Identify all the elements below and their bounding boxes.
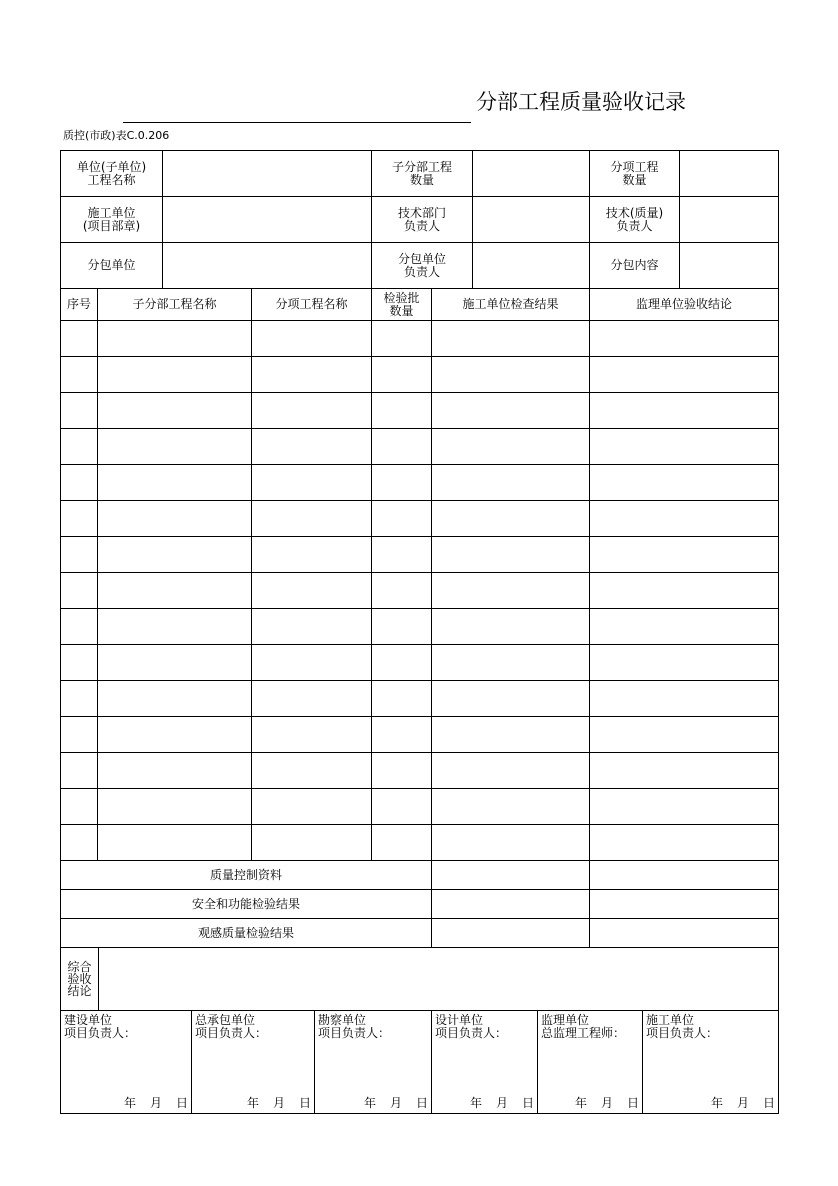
label-line: 子分部工程 xyxy=(391,159,452,174)
row-supervision-cell[interactable] xyxy=(589,644,779,680)
row-subdivision-cell[interactable] xyxy=(97,320,251,356)
row-supervision-cell[interactable] xyxy=(589,536,779,572)
signature-block[interactable] xyxy=(60,1010,191,1114)
signature-org: 建设单位 xyxy=(64,1013,113,1027)
contractor-label xyxy=(60,196,162,242)
tech-quality-label xyxy=(589,196,679,242)
label-line: 技术(质量) xyxy=(605,205,664,220)
subcontractor-label: 分包单位 xyxy=(60,242,162,288)
col-header-item-name: 分项工程名称 xyxy=(251,288,371,320)
signature-role: 项目负责人： xyxy=(195,1026,268,1040)
row-batch-cell[interactable] xyxy=(371,320,431,356)
signature-date xyxy=(124,1097,188,1109)
col-header-supervision-result: 监理单位验收结论 xyxy=(589,288,779,320)
row-supervision-cell[interactable] xyxy=(589,716,779,752)
row-subdivision-cell[interactable] xyxy=(97,644,251,680)
row-subdivision-cell[interactable] xyxy=(97,716,251,752)
date-unit: 日 xyxy=(298,1096,311,1110)
row-subdivision-cell[interactable] xyxy=(97,788,251,824)
row-batch-cell[interactable] xyxy=(371,716,431,752)
label-line: 单位(子单位) xyxy=(76,159,147,174)
date-unit: 年 xyxy=(574,1096,587,1110)
row-item-cell[interactable] xyxy=(251,392,371,428)
signature-block[interactable] xyxy=(314,1010,431,1114)
row-seq-cell[interactable] xyxy=(60,680,97,716)
signature-org: 总承包单位 xyxy=(195,1013,256,1027)
row-seq-cell[interactable] xyxy=(60,572,97,608)
tech-quality-field[interactable] xyxy=(679,196,779,242)
date-unit: 年 xyxy=(710,1096,723,1110)
tech-dept-label xyxy=(371,196,472,242)
unit-project-name-label xyxy=(60,150,162,196)
date-unit: 月 xyxy=(736,1096,749,1110)
summary-label: 安全和功能检验结果 xyxy=(60,889,431,918)
subcontractor-field[interactable] xyxy=(162,242,371,288)
row-subdivision-cell[interactable] xyxy=(97,752,251,788)
row-item-cell[interactable] xyxy=(251,356,371,392)
label-line: 负责人 xyxy=(403,218,440,233)
row-seq-cell[interactable] xyxy=(60,428,97,464)
item-count-field[interactable] xyxy=(679,150,779,196)
label-line: 数量 xyxy=(389,303,414,318)
row-item-cell[interactable] xyxy=(251,752,371,788)
item-count-label xyxy=(589,150,679,196)
row-check-cell[interactable] xyxy=(431,716,589,752)
row-batch-cell[interactable] xyxy=(371,644,431,680)
row-check-cell[interactable] xyxy=(431,500,589,536)
signature-org: 监理单位 xyxy=(541,1013,590,1027)
signature-role: 项目负责人： xyxy=(435,1026,508,1040)
contractor-field[interactable] xyxy=(162,196,371,242)
row-item-cell[interactable] xyxy=(251,536,371,572)
row-check-cell[interactable] xyxy=(431,644,589,680)
signature-date xyxy=(711,1097,775,1109)
title-underline xyxy=(123,122,471,123)
row-item-cell[interactable] xyxy=(251,500,371,536)
label-line: 分包单位 xyxy=(397,251,446,266)
tech-dept-field[interactable] xyxy=(472,196,589,242)
row-subdivision-cell[interactable] xyxy=(97,428,251,464)
label-line: 综合 xyxy=(67,960,92,974)
row-subdivision-cell[interactable] xyxy=(97,392,251,428)
unit-project-name-field[interactable] xyxy=(162,150,371,196)
label-line: 结论 xyxy=(67,984,92,998)
row-subdivision-cell[interactable] xyxy=(97,824,251,860)
label-line: 工程名称 xyxy=(87,172,136,187)
row-batch-cell[interactable] xyxy=(371,680,431,716)
label-line: (项目部章) xyxy=(82,218,141,233)
date-unit: 月 xyxy=(272,1096,285,1110)
row-batch-cell[interactable] xyxy=(371,752,431,788)
signature-block[interactable] xyxy=(642,1010,779,1114)
row-batch-cell[interactable] xyxy=(371,392,431,428)
row-item-cell[interactable] xyxy=(251,788,371,824)
row-check-cell[interactable] xyxy=(431,356,589,392)
row-seq-cell[interactable] xyxy=(60,464,97,500)
row-check-cell[interactable] xyxy=(431,536,589,572)
row-seq-cell[interactable] xyxy=(60,644,97,680)
row-batch-cell[interactable] xyxy=(371,428,431,464)
row-seq-cell[interactable] xyxy=(60,716,97,752)
signature-date xyxy=(364,1097,428,1109)
summary-check-cell[interactable] xyxy=(431,918,589,947)
document-title: 分部工程质量验收记录 xyxy=(476,90,686,114)
date-unit: 日 xyxy=(521,1096,534,1110)
row-supervision-cell[interactable] xyxy=(589,356,779,392)
label-line: 分项工程 xyxy=(610,159,659,174)
row-item-cell[interactable] xyxy=(251,716,371,752)
signature-org: 勘察单位 xyxy=(318,1013,367,1027)
row-subdivision-cell[interactable] xyxy=(97,464,251,500)
row-supervision-cell[interactable] xyxy=(589,788,779,824)
signature-block[interactable] xyxy=(431,1010,537,1114)
signature-role: 总监理工程师： xyxy=(541,1026,626,1040)
row-check-cell[interactable] xyxy=(431,680,589,716)
subcontractor-manager-field[interactable] xyxy=(472,242,589,288)
row-supervision-cell[interactable] xyxy=(589,608,779,644)
row-seq-cell[interactable] xyxy=(60,536,97,572)
col-header-seq: 序号 xyxy=(60,288,97,320)
label-line: 数量 xyxy=(622,172,647,187)
sub-division-count-field[interactable] xyxy=(472,150,589,196)
row-seq-cell[interactable] xyxy=(60,752,97,788)
summary-supervision-cell[interactable] xyxy=(589,860,779,889)
row-supervision-cell[interactable] xyxy=(589,428,779,464)
row-seq-cell[interactable] xyxy=(60,356,97,392)
signature-block[interactable] xyxy=(191,1010,314,1114)
date-unit: 月 xyxy=(149,1096,162,1110)
row-check-cell[interactable] xyxy=(431,788,589,824)
row-check-cell[interactable] xyxy=(431,752,589,788)
label-line: 检验批 xyxy=(383,290,420,305)
summary-label: 质量控制资料 xyxy=(60,860,431,889)
row-seq-cell[interactable] xyxy=(60,320,97,356)
signature-role: 项目负责人： xyxy=(318,1026,391,1040)
row-supervision-cell[interactable] xyxy=(589,392,779,428)
summary-supervision-cell[interactable] xyxy=(589,889,779,918)
row-batch-cell[interactable] xyxy=(371,356,431,392)
row-check-cell[interactable] xyxy=(431,428,589,464)
row-supervision-cell[interactable] xyxy=(589,320,779,356)
label-line: 负责人 xyxy=(403,264,440,279)
label-line: 数量 xyxy=(409,172,434,187)
row-seq-cell[interactable] xyxy=(60,788,97,824)
signature-role: 项目负责人： xyxy=(646,1026,719,1040)
date-unit: 年 xyxy=(246,1096,259,1110)
label-line: 负责人 xyxy=(616,218,653,233)
row-seq-cell[interactable] xyxy=(60,824,97,860)
row-supervision-cell[interactable] xyxy=(589,824,779,860)
row-check-cell[interactable] xyxy=(431,824,589,860)
row-item-cell[interactable] xyxy=(251,320,371,356)
row-check-cell[interactable] xyxy=(431,608,589,644)
col-header-batch-count xyxy=(371,288,431,320)
date-unit: 日 xyxy=(175,1096,188,1110)
row-batch-cell[interactable] xyxy=(371,572,431,608)
signature-block[interactable] xyxy=(537,1010,642,1114)
row-subdivision-cell[interactable] xyxy=(97,356,251,392)
row-seq-cell[interactable] xyxy=(60,392,97,428)
row-subdivision-cell[interactable] xyxy=(97,680,251,716)
row-subdivision-cell[interactable] xyxy=(97,608,251,644)
signature-date xyxy=(470,1097,534,1109)
summary-supervision-cell[interactable] xyxy=(589,918,779,947)
signature-org: 设计单位 xyxy=(435,1013,484,1027)
row-item-cell[interactable] xyxy=(251,608,371,644)
row-seq-cell[interactable] xyxy=(60,500,97,536)
row-supervision-cell[interactable] xyxy=(589,752,779,788)
row-item-cell[interactable] xyxy=(251,572,371,608)
col-header-subdivision-name: 子分部工程名称 xyxy=(97,288,251,320)
row-item-cell[interactable] xyxy=(251,824,371,860)
label-line: 验收 xyxy=(67,972,92,986)
form-number: 质控(市政)表C.0.206 xyxy=(63,129,170,142)
subcontractor-manager-label xyxy=(371,242,472,288)
row-check-cell[interactable] xyxy=(431,320,589,356)
row-supervision-cell[interactable] xyxy=(589,572,779,608)
row-item-cell[interactable] xyxy=(251,644,371,680)
signature-org: 施工单位 xyxy=(646,1013,695,1027)
date-unit: 日 xyxy=(762,1096,775,1110)
sub-division-count-label xyxy=(371,150,472,196)
conclusion-label xyxy=(60,947,98,1010)
subcontract-content-field[interactable] xyxy=(679,242,779,288)
row-supervision-cell[interactable] xyxy=(589,500,779,536)
row-batch-cell[interactable] xyxy=(371,500,431,536)
row-batch-cell[interactable] xyxy=(371,464,431,500)
row-subdivision-cell[interactable] xyxy=(97,572,251,608)
signature-date xyxy=(247,1097,311,1109)
row-supervision-cell[interactable] xyxy=(589,680,779,716)
row-subdivision-cell[interactable] xyxy=(97,500,251,536)
date-unit: 月 xyxy=(495,1096,508,1110)
row-item-cell[interactable] xyxy=(251,464,371,500)
summary-check-cell[interactable] xyxy=(431,860,589,889)
date-unit: 月 xyxy=(389,1096,402,1110)
row-check-cell[interactable] xyxy=(431,464,589,500)
date-unit: 年 xyxy=(363,1096,376,1110)
row-supervision-cell[interactable] xyxy=(589,464,779,500)
row-batch-cell[interactable] xyxy=(371,608,431,644)
row-batch-cell[interactable] xyxy=(371,788,431,824)
row-item-cell[interactable] xyxy=(251,428,371,464)
acceptance-record-table xyxy=(60,150,779,1114)
row-subdivision-cell[interactable] xyxy=(97,536,251,572)
row-check-cell[interactable] xyxy=(431,392,589,428)
row-check-cell[interactable] xyxy=(431,572,589,608)
conclusion-field[interactable] xyxy=(98,947,779,1010)
summary-check-cell[interactable] xyxy=(431,889,589,918)
label-line: 施工单位 xyxy=(87,205,136,220)
date-unit: 年 xyxy=(469,1096,482,1110)
subcontract-content-label: 分包内容 xyxy=(589,242,679,288)
date-unit: 日 xyxy=(415,1096,428,1110)
date-unit: 日 xyxy=(626,1096,639,1110)
row-item-cell[interactable] xyxy=(251,680,371,716)
row-batch-cell[interactable] xyxy=(371,824,431,860)
date-unit: 月 xyxy=(600,1096,613,1110)
signature-date xyxy=(575,1097,639,1109)
row-seq-cell[interactable] xyxy=(60,608,97,644)
summary-label: 观感质量检验结果 xyxy=(60,918,431,947)
col-header-contractor-check: 施工单位检查结果 xyxy=(431,288,589,320)
signature-role: 项目负责人： xyxy=(64,1026,137,1040)
label-line: 技术部门 xyxy=(397,205,446,220)
row-batch-cell[interactable] xyxy=(371,536,431,572)
date-unit: 年 xyxy=(123,1096,136,1110)
